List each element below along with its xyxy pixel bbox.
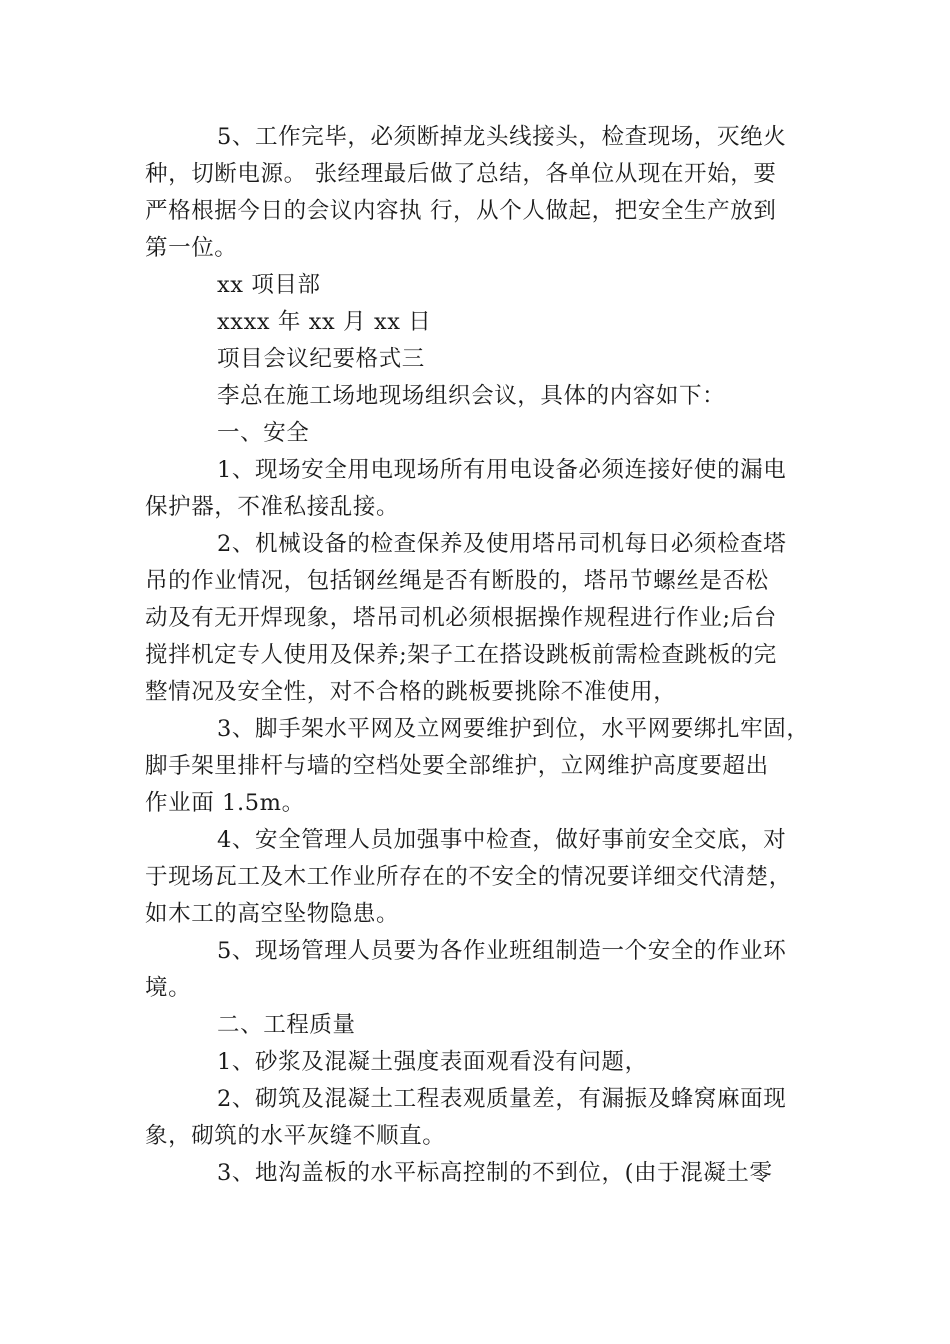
paragraph-line: 5、现场管理人员要为各作业班组制造一个安全的作业环: [217, 938, 787, 964]
paragraph-line: 李总在施工场地现场组织会议，具体的内容如下：: [217, 383, 726, 409]
paragraph-line: 脚手架里排杆与墙的空档处要全部维护，立网维护高度要超出: [145, 753, 769, 779]
paragraph-line: 搅拌机定专人使用及保养;架子工在搭设跳板前需检查跳板的完: [145, 642, 777, 668]
paragraph-line: 保护器，不准私接乱接。: [145, 494, 400, 520]
section-title: 项目会议纪要格式三: [217, 346, 425, 372]
paragraph-line: 1、砂浆及混凝土强度表面观看没有问题，: [217, 1049, 648, 1075]
paragraph-line: 第一位。: [145, 235, 238, 261]
paragraph-line: 作业面 1.5m。: [145, 790, 305, 816]
department-line: xx 项目部: [217, 272, 321, 298]
paragraph-line: 吊的作业情况，包括钢丝绳是否有断股的，塔吊节螺丝是否松: [145, 568, 769, 594]
paragraph-line: 境。: [145, 975, 192, 1001]
date-line: xxxx 年 xx 月 xx 日: [217, 309, 432, 335]
document-body: [145, 119, 817, 1192]
paragraph-line: 于现场瓦工及木工作业所存在的不安全的情况要详细交代清楚，: [145, 864, 792, 890]
heading-quality: 二、工程质量: [217, 1012, 356, 1038]
paragraph-line: 5、工作完毕，必须断掉龙头线接头，检查现场，灭绝火: [217, 124, 787, 150]
paragraph-line: 严格根据今日的会议内容执 行，从个人做起，把安全生产放到: [145, 198, 777, 224]
paragraph-line: 2、机械设备的检查保养及使用塔吊司机每日必须检查塔: [217, 531, 787, 557]
paragraph-line: 1、现场安全用电现场所有用电设备必须连接好使的漏电: [217, 457, 787, 483]
paragraph-line: 3、地沟盖板的水平标高控制的不到位，(由于混凝土零: [217, 1160, 773, 1186]
paragraph-line: 如木工的高空坠物隐患。: [145, 901, 400, 927]
paragraph-line: 种，切断电源。 张经理最后做了总结，各单位从现在开始，要: [145, 161, 777, 187]
paragraph-line: 3、脚手架水平网及立网要维护到位，水平网要绑扎牢固，: [217, 716, 810, 742]
paragraph-line: 象，砌筑的水平灰缝不顺直。: [145, 1123, 446, 1149]
heading-safety: 一、安全: [217, 420, 310, 446]
paragraph-line: 4、安全管理人员加强事中检查，做好事前安全交底，对: [217, 827, 787, 853]
paragraph-line: 动及有无开焊现象，塔吊司机必须根据操作规程进行作业;后台: [145, 605, 777, 631]
paragraph-line: 2、砌筑及混凝土工程表观质量差，有漏振及蜂窝麻面现: [217, 1086, 787, 1112]
paragraph-line: 整情况及安全性，对不合格的跳板要挑除不准使用，: [145, 679, 677, 705]
